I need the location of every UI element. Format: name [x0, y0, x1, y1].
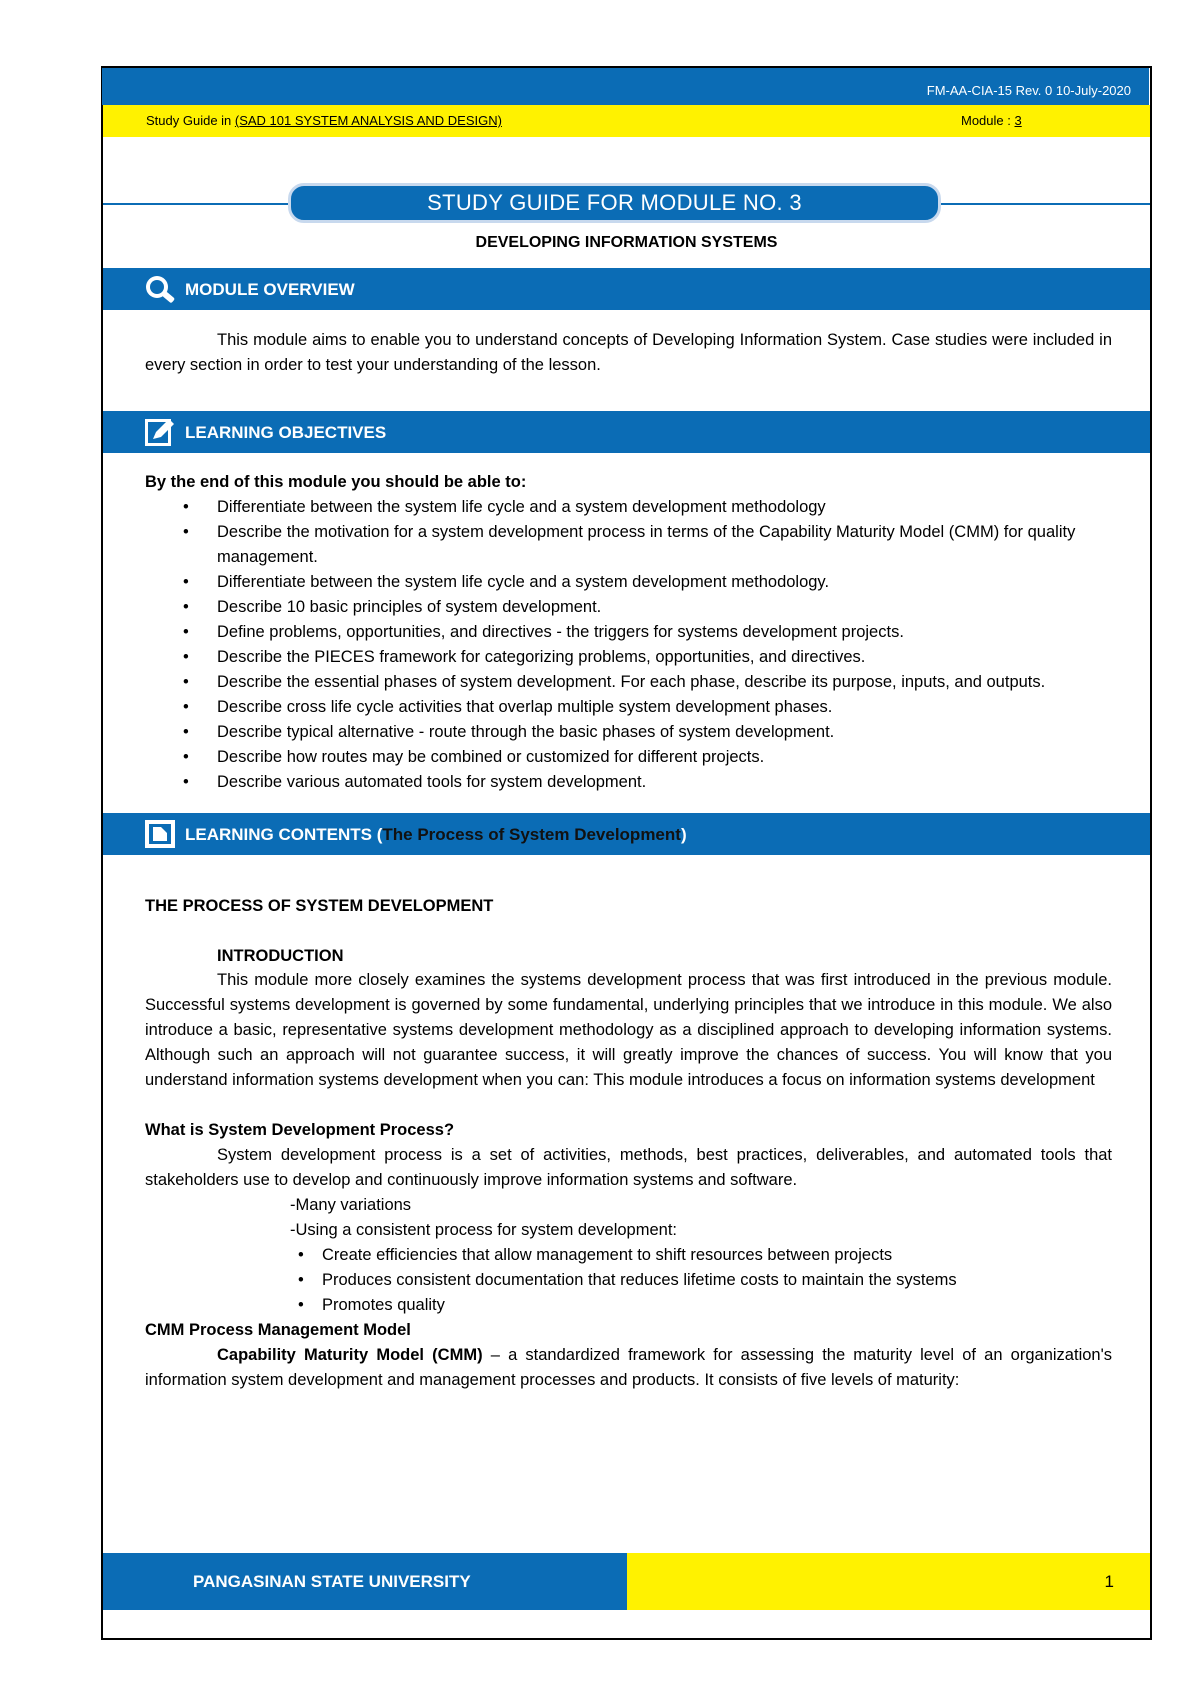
module-label — [961, 105, 1022, 137]
module-overview-header — [103, 268, 1150, 310]
objective-item: • Differentiate between the system life cycle and a system development methodology. — [145, 570, 1112, 595]
study-guide-prefix: Study Guide in — [146, 113, 235, 128]
objective-item: • Describe the motivation for a system development process in terms of the Capability Maturity Model (CMM) for quality management. — [145, 520, 1112, 570]
section-title: THE PROCESS OF SYSTEM DEVELOPMENT — [145, 897, 494, 915]
sdp-title: What is System Development Process? — [145, 1121, 455, 1139]
introduction-text: This module more closely examines the systems development process that was first introduced in the previous module. Successful systems development is governed by some fundamental, underlying principles that we introduce in this module. We also introduce a basic, representative systems development methodology as a disciplined approach to developing information systems. Although such an approach will not guarantee success, it will greatly improve the chances of success. You will know that you understand information systems development when you can: This module introduces a focus on information systems development — [145, 971, 1112, 1089]
page-frame — [101, 66, 1152, 1640]
cmm-description: – a standardized framework for assessing the maturity level of an organization's information system development and management processes and products. It consists of five levels of maturity: — [145, 1346, 1112, 1389]
module-overview-heading: MODULE OVERVIEW — [185, 280, 355, 299]
cmm-term: Capability Maturity Model (CMM) — [217, 1346, 483, 1364]
module-prefix: Module : — [961, 113, 1015, 128]
sdp-sub-2: -Using a consistent process for system development: — [290, 1221, 678, 1239]
page-number: 1 — [1104, 1572, 1114, 1591]
sdp-bullets — [290, 1243, 957, 1318]
cmm-title: CMM Process Management Model — [145, 1321, 411, 1339]
objective-item: • Describe the PIECES framework for categorizing problems, opportunities, and directives. — [145, 645, 1112, 670]
edit-note-icon — [143, 416, 177, 448]
course-label — [146, 105, 502, 137]
sdp-bullet-item: • Produces consistent documentation that reduces lifetime costs to maintain the systems — [290, 1268, 957, 1293]
cmm-text — [145, 1343, 1112, 1393]
module-number: 3 — [1014, 113, 1022, 128]
footer-university — [103, 1553, 627, 1610]
sdp-text: System development process is a set of activities, methods, best practices, deliverables, and automated tools that stakeholders use to develop and continuously improve information systems and software. — [145, 1146, 1112, 1189]
footer-page — [627, 1553, 1150, 1610]
objectives-list — [145, 495, 1112, 795]
objective-item: • Define problems, opportunities, and directives - the triggers for systems development projects. — [145, 620, 1112, 645]
contents-heading-text: LEARNING CONTENTS ( — [185, 825, 383, 844]
document-icon — [143, 818, 177, 850]
university-name: PANGASINAN STATE UNIVERSITY — [193, 1572, 471, 1591]
sdp-sub-1: -Many variations — [290, 1196, 412, 1214]
learning-objectives-heading: LEARNING OBJECTIVES — [185, 423, 387, 442]
objective-item: • Describe typical alternative - route through the basic phases of system development. — [145, 720, 1112, 745]
objectives-intro: By the end of this module you should be able to: — [145, 473, 527, 491]
page-title: STUDY GUIDE FOR MODULE NO. 3 — [288, 183, 941, 223]
objective-item: • Describe various automated tools for system development. — [145, 770, 1112, 795]
document-title: DEVELOPING INFORMATION SYSTEMS — [475, 234, 778, 251]
sdp-bullet-item: • Create efficiencies that allow management to shift resources between projects — [290, 1243, 957, 1268]
contents-heading-topic: The Process of System Development — [382, 825, 681, 844]
course-name: (SAD 101 SYSTEM ANALYSIS AND DESIGN) — [234, 113, 502, 128]
sdp-bullet-item: • Promotes quality — [290, 1293, 957, 1318]
overview-text: This module aims to enable you to understand concepts of Developing Information System. Case studies were included in every section in order to test your understanding of the lesson. — [145, 331, 1112, 374]
objective-item: • Describe 10 basic principles of system development. — [145, 595, 1112, 620]
course-bar — [103, 105, 1150, 137]
objective-item: • Describe the essential phases of system development. For each phase, describe its purpose, inputs, and outputs. — [145, 670, 1112, 695]
learning-contents-heading — [185, 825, 687, 845]
form-code: FM-AA-CIA-15 Rev. 0 10-July-2020 — [102, 68, 1149, 105]
objective-item: • Differentiate between the system life cycle and a system development methodology — [145, 495, 1112, 520]
objective-item: • Describe how routes may be combined or customized for different projects. — [145, 745, 1112, 770]
objective-item: • Describe cross life cycle activities that overlap multiple system development phases. — [145, 695, 1112, 720]
learning-objectives-header — [103, 411, 1150, 453]
learning-contents-header — [103, 813, 1150, 855]
introduction-title: INTRODUCTION — [217, 947, 344, 965]
magnifier-icon — [143, 273, 177, 305]
contents-heading-close: ) — [680, 825, 687, 844]
